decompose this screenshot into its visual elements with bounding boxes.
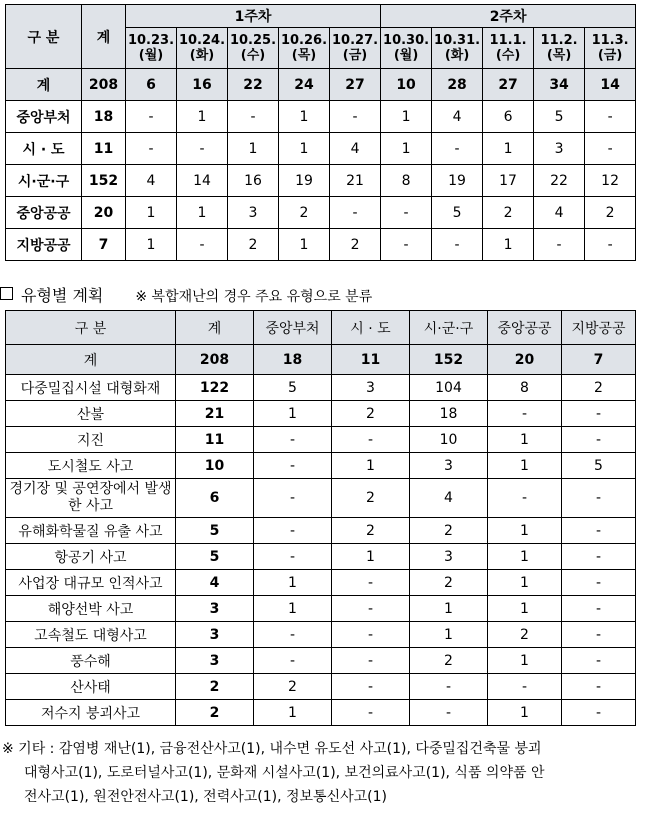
table-cell: 1 [254, 700, 332, 726]
table-cell: 1 [483, 133, 534, 165]
table-cell: 1 [254, 401, 332, 427]
total-row [6, 345, 636, 375]
section-note: ※ 복합재난의 경우 주요 유형으로 분류 [135, 289, 373, 305]
row-label: 중앙공공 [6, 197, 82, 229]
table-cell: - [562, 622, 636, 648]
table-cell: 14 [585, 69, 636, 101]
table-cell: - [332, 674, 410, 700]
row-total: 6 [176, 479, 254, 518]
table-row [6, 375, 636, 401]
table-cell: 2 [332, 479, 410, 518]
row-label: 계 [6, 69, 82, 101]
table-cell: - [381, 197, 432, 229]
row-label: 중앙부처 [6, 101, 82, 133]
table-cell: - [562, 596, 636, 622]
row-label: 항공기 사고 [6, 544, 176, 570]
table-header-row [6, 5, 636, 28]
section-title: 유형별 계획 [21, 286, 104, 305]
table-cell: 11 [332, 345, 410, 375]
row-total: 208 [82, 69, 126, 101]
date-header: 10.25. (수) [228, 28, 279, 69]
table-cell: 1 [126, 229, 177, 261]
table-cell: 2 [410, 518, 488, 544]
row-total: 4 [176, 570, 254, 596]
table-cell: 2 [279, 197, 330, 229]
date-header: 11.3. (금) [585, 28, 636, 69]
table-cell: - [177, 229, 228, 261]
table-cell: 28 [432, 69, 483, 101]
table-cell: 1 [254, 570, 332, 596]
table-cell: 7 [562, 345, 636, 375]
table-cell: 1 [488, 700, 562, 726]
table-cell: 20 [488, 345, 562, 375]
row-label: 풍수해 [6, 648, 176, 674]
date-header: 10.23. (월) [126, 28, 177, 69]
table-cell: - [332, 622, 410, 648]
row-total: 20 [82, 197, 126, 229]
table-cell: - [585, 101, 636, 133]
table-cell: 2 [332, 518, 410, 544]
table-cell: 1 [279, 101, 330, 133]
date-header: 10.27. (금) [330, 28, 381, 69]
row-total: 2 [176, 700, 254, 726]
table-cell: 8 [488, 375, 562, 401]
table-row [6, 700, 636, 726]
table-cell: 4 [432, 101, 483, 133]
row-label: 산사태 [6, 674, 176, 700]
table-cell: 6 [126, 69, 177, 101]
table-header-row [6, 311, 636, 345]
header-week1: 1주차 [126, 5, 381, 28]
table-cell: - [332, 700, 410, 726]
row-label: 도시철도 사고 [6, 453, 176, 479]
table-cell: 6 [483, 101, 534, 133]
table-cell: - [332, 427, 410, 453]
row-label: 고속철도 대형사고 [6, 622, 176, 648]
row-label: 시 · 도 [6, 133, 82, 165]
table-cell: - [585, 229, 636, 261]
table-row [6, 165, 636, 197]
table-row [6, 401, 636, 427]
footnote-line: ※ 기타 : 감염병 재난(1), 금융전산사고(1), 내수면 유도선 사고(1), 다중밀집건축물 붕괴 [2, 741, 542, 757]
table-cell: 1 [488, 648, 562, 674]
row-total: 152 [82, 165, 126, 197]
table-cell: 1 [483, 229, 534, 261]
table-cell: - [562, 544, 636, 570]
row-label: 사업장 대규모 인적사고 [6, 570, 176, 596]
table-cell: 3 [534, 133, 585, 165]
row-total: 21 [176, 401, 254, 427]
table-cell: - [488, 479, 562, 518]
table-cell: - [254, 453, 332, 479]
table-cell: 2 [488, 622, 562, 648]
table-cell: 1 [254, 596, 332, 622]
table-cell: 3 [410, 544, 488, 570]
table-cell: 1 [410, 622, 488, 648]
table-cell: - [254, 648, 332, 674]
table-row [6, 544, 636, 570]
table-row [6, 648, 636, 674]
table-cell: 3 [410, 453, 488, 479]
table-cell: 27 [483, 69, 534, 101]
table-cell: 8 [381, 165, 432, 197]
table-cell: 2 [254, 674, 332, 700]
table-cell: - [254, 518, 332, 544]
table-cell: 21 [330, 165, 381, 197]
row-label: 지방공공 [6, 229, 82, 261]
table-cell: 1 [228, 133, 279, 165]
table-row [6, 197, 636, 229]
footnote-line: 대형사고(1), 도로터널사고(1), 문화재 시설사고(1), 보건의료사고(1), 식품 의약품 안 [24, 765, 545, 781]
table-row [6, 101, 636, 133]
type-plan-table [5, 310, 636, 726]
date-header: 11.1. (수) [483, 28, 534, 69]
date-header: 11.2. (목) [534, 28, 585, 69]
table-cell: 1 [279, 133, 330, 165]
table-cell: 5 [534, 101, 585, 133]
table-cell: 24 [279, 69, 330, 101]
row-total: 10 [176, 453, 254, 479]
row-label: 지진 [6, 427, 176, 453]
table-cell: - [562, 674, 636, 700]
table-cell: 2 [562, 375, 636, 401]
table-cell: - [488, 674, 562, 700]
table-cell: 1 [488, 427, 562, 453]
date-header: 10.30. (월) [381, 28, 432, 69]
row-total: 3 [176, 648, 254, 674]
footnote [2, 737, 650, 809]
table-cell: 1 [488, 570, 562, 596]
table-cell: 14 [177, 165, 228, 197]
table-cell: - [432, 133, 483, 165]
table-cell: 1 [177, 197, 228, 229]
row-label: 유해화학물질 유출 사고 [6, 518, 176, 544]
checkbox-square-icon [0, 287, 13, 300]
table-cell: 1 [488, 453, 562, 479]
column-header: 지방공공 [562, 311, 636, 345]
table-cell: 4 [126, 165, 177, 197]
table-cell: - [254, 544, 332, 570]
table-cell: 1 [279, 229, 330, 261]
table-cell: - [254, 622, 332, 648]
table-cell: - [332, 648, 410, 674]
table-cell: 16 [177, 69, 228, 101]
table-cell: 5 [432, 197, 483, 229]
table-cell: 4 [410, 479, 488, 518]
table-row [6, 229, 636, 261]
table-cell: 18 [410, 401, 488, 427]
table-cell: 2 [410, 648, 488, 674]
table-cell: 22 [228, 69, 279, 101]
table-cell: - [228, 101, 279, 133]
table-row [6, 453, 636, 479]
table-cell: 3 [332, 375, 410, 401]
row-total: 3 [176, 596, 254, 622]
table-cell: 2 [330, 229, 381, 261]
row-label: 저수지 붕괴사고 [6, 700, 176, 726]
table-cell: 1 [410, 596, 488, 622]
table-cell: - [562, 427, 636, 453]
table-cell: 18 [254, 345, 332, 375]
table-cell: - [410, 700, 488, 726]
table-cell: 34 [534, 69, 585, 101]
table-cell: 22 [534, 165, 585, 197]
table-cell: - [562, 700, 636, 726]
table-cell: - [126, 101, 177, 133]
table-cell: 152 [410, 345, 488, 375]
row-total: 7 [82, 229, 126, 261]
row-label: 산불 [6, 401, 176, 427]
table-row [6, 570, 636, 596]
table-row [6, 596, 636, 622]
table-cell: - [332, 596, 410, 622]
total-row [6, 69, 636, 101]
date-header: 10.26. (목) [279, 28, 330, 69]
table-cell: 1 [332, 453, 410, 479]
table-cell: - [585, 133, 636, 165]
date-header: 10.24. (화) [177, 28, 228, 69]
table-cell: 1 [488, 518, 562, 544]
table-cell: - [381, 229, 432, 261]
table-cell: 10 [381, 69, 432, 101]
weekly-schedule-table [5, 4, 636, 261]
table-cell: 1 [126, 197, 177, 229]
table-cell: 3 [228, 197, 279, 229]
table-cell: 1 [488, 544, 562, 570]
table-row [6, 518, 636, 544]
column-header: 시·군·구 [410, 311, 488, 345]
table-cell: 5 [254, 375, 332, 401]
table-row [6, 479, 636, 518]
header-week2: 2주차 [381, 5, 636, 28]
table-row [6, 133, 636, 165]
header-gubun: 구 분 [6, 5, 82, 69]
table-cell: 19 [279, 165, 330, 197]
header-total: 계 [82, 5, 126, 69]
row-label: 계 [6, 345, 176, 375]
date-header: 10.31. (화) [432, 28, 483, 69]
table-cell: - [332, 570, 410, 596]
row-total: 5 [176, 544, 254, 570]
row-label: 경기장 및 공연장에서 발생한 사고 [6, 479, 176, 518]
table-cell: - [410, 674, 488, 700]
table-cell: 10 [410, 427, 488, 453]
table-cell: 4 [330, 133, 381, 165]
row-label: 다중밀집시설 대형화재 [6, 375, 176, 401]
table-cell: - [562, 648, 636, 674]
table-cell: 104 [410, 375, 488, 401]
table-cell: - [254, 479, 332, 518]
table-cell: - [562, 570, 636, 596]
column-header: 중앙부처 [254, 311, 332, 345]
table-cell: 1 [488, 596, 562, 622]
table-cell: - [177, 133, 228, 165]
row-total: 3 [176, 622, 254, 648]
table-cell: 5 [562, 453, 636, 479]
table-row [6, 427, 636, 453]
table-cell: 1 [332, 544, 410, 570]
row-label: 시·군·구 [6, 165, 82, 197]
table-cell: - [126, 133, 177, 165]
table-row [6, 622, 636, 648]
column-header: 계 [176, 311, 254, 345]
table-cell: 17 [483, 165, 534, 197]
row-total: 5 [176, 518, 254, 544]
row-total: 11 [176, 427, 254, 453]
column-header: 중앙공공 [488, 311, 562, 345]
table-cell: - [562, 518, 636, 544]
table-cell: 2 [585, 197, 636, 229]
table-cell: 19 [432, 165, 483, 197]
table-cell: 16 [228, 165, 279, 197]
table-cell: 1 [381, 101, 432, 133]
table-cell: - [562, 401, 636, 427]
row-total: 11 [82, 133, 126, 165]
row-total: 2 [176, 674, 254, 700]
table-cell: - [330, 101, 381, 133]
table-cell: 2 [228, 229, 279, 261]
section-heading [0, 283, 372, 305]
table-cell: 2 [332, 401, 410, 427]
row-total: 18 [82, 101, 126, 133]
table-cell: 2 [410, 570, 488, 596]
column-header: 구 분 [6, 311, 176, 345]
table-cell: - [534, 229, 585, 261]
table-cell: - [562, 479, 636, 518]
table-cell: 27 [330, 69, 381, 101]
row-total: 208 [176, 345, 254, 375]
table-row [6, 674, 636, 700]
table-cell: 1 [177, 101, 228, 133]
table-cell: 1 [381, 133, 432, 165]
table-cell: - [432, 229, 483, 261]
column-header: 시 · 도 [332, 311, 410, 345]
footnote-line: 전사고(1), 원전안전사고(1), 전력사고(1), 정보통신사고(1) [24, 789, 387, 805]
table-cell: - [330, 197, 381, 229]
row-label: 해양선박 사고 [6, 596, 176, 622]
table-cell: 2 [483, 197, 534, 229]
table-cell: 4 [534, 197, 585, 229]
table-cell: 12 [585, 165, 636, 197]
table-cell: - [254, 427, 332, 453]
row-total: 122 [176, 375, 254, 401]
table-cell: - [488, 401, 562, 427]
